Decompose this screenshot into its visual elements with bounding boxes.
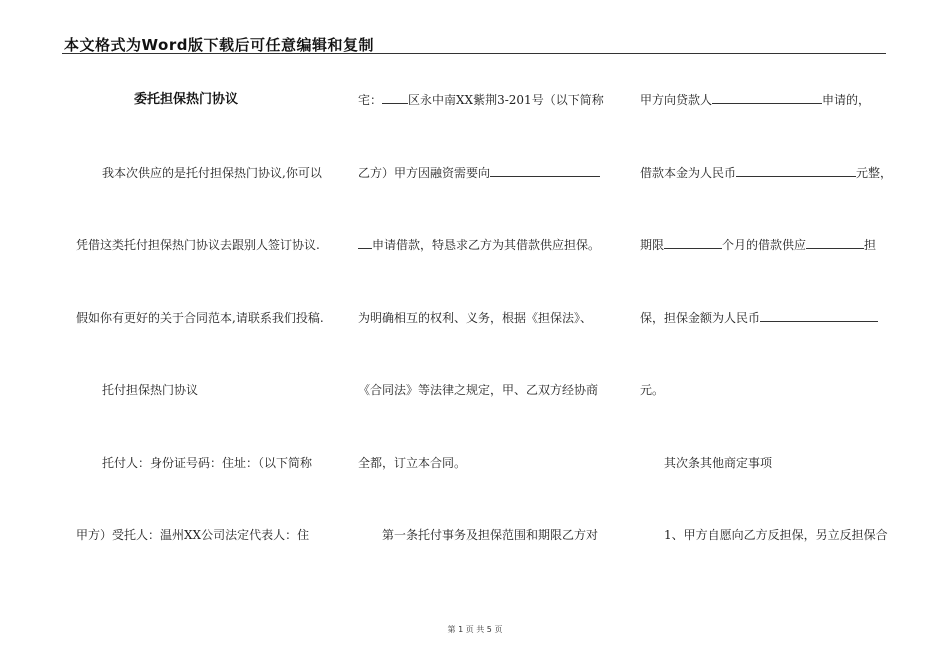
fill-in-blank[interactable] — [806, 237, 864, 249]
paragraph-line — [640, 92, 890, 165]
text-segment: 申请借款，特恳求乙方为其借款供应担保。 — [372, 238, 601, 252]
paragraph-line: 《合同法》等法律之规定，甲、乙双方经协商 — [358, 383, 599, 397]
text-segment: 乙方）甲方因融资需要向 — [358, 165, 491, 180]
section-heading: 其次条其他商定事项 — [664, 455, 773, 470]
paragraph-line — [358, 237, 610, 310]
paragraph-line: 凭借这类托付担保热门协议去跟别人签订协议. — [76, 238, 320, 252]
paragraph-line: 为明确相互的权利、义务，根据《担保法》、 — [358, 310, 593, 325]
section-heading: 托付担保热门协议 — [102, 383, 199, 397]
paragraph-line: 托付人：身份证号码：住址：（以下简称 — [102, 455, 313, 470]
text-segment: 借款本金为人民币 — [640, 165, 737, 180]
paragraph-line: 元。 — [640, 383, 665, 397]
section-heading: 第一条托付事务及担保范围和期限乙方对 — [382, 528, 599, 542]
fill-in-blank[interactable] — [712, 92, 822, 104]
text-segment: 期限 — [640, 238, 665, 252]
text-segment: 宅： — [358, 93, 383, 107]
text-segment: 甲方向贷款人 — [640, 93, 713, 107]
text-segment: 保，担保金额为人民币 — [640, 310, 761, 325]
paragraph-line — [358, 92, 610, 165]
fill-in-blank[interactable] — [736, 165, 856, 177]
paragraph-line — [640, 165, 893, 238]
fill-in-blank[interactable] — [760, 310, 878, 322]
text-segment: 个月的借款供应 — [722, 238, 807, 252]
fill-in-blank[interactable] — [358, 237, 372, 249]
paragraph-line — [640, 237, 890, 310]
paragraph-line: 1、甲方自愿向乙方反担保，另立反担保合 — [664, 528, 888, 542]
fill-in-blank[interactable] — [490, 165, 600, 177]
paragraph-line: 甲方）受托人：温州XX公司法定代表人：住 — [76, 528, 310, 542]
column-1 — [76, 92, 326, 600]
document-header: 本文格式为Word版下载后可任意编辑和复制 — [64, 36, 374, 54]
text-segment: 担 — [864, 238, 877, 252]
fill-in-blank[interactable] — [664, 237, 722, 249]
text-segment: 申请的， — [822, 93, 871, 107]
fill-in-blank[interactable] — [382, 92, 408, 104]
paragraph-line — [640, 310, 890, 383]
paragraph-line — [358, 165, 610, 238]
header-rule — [62, 53, 886, 54]
paragraph-line: 我本次供应的是托付担保热门协议,你可以 — [102, 165, 322, 180]
paragraph-line: 假如你有更好的关于合同范本,请联系我们投稿. — [76, 310, 324, 325]
column-2 — [358, 92, 610, 600]
column-3 — [640, 92, 893, 600]
text-segment: 元整， — [856, 165, 893, 180]
paragraph-line: 全都，订立本合同。 — [358, 455, 467, 470]
page-number: 第 1 页 共 5 页 — [447, 625, 503, 634]
text-segment: 区永中南XX紫荆3-201号（以下简称 — [408, 93, 604, 107]
document-title: 委托担保热门协议 — [134, 92, 239, 107]
